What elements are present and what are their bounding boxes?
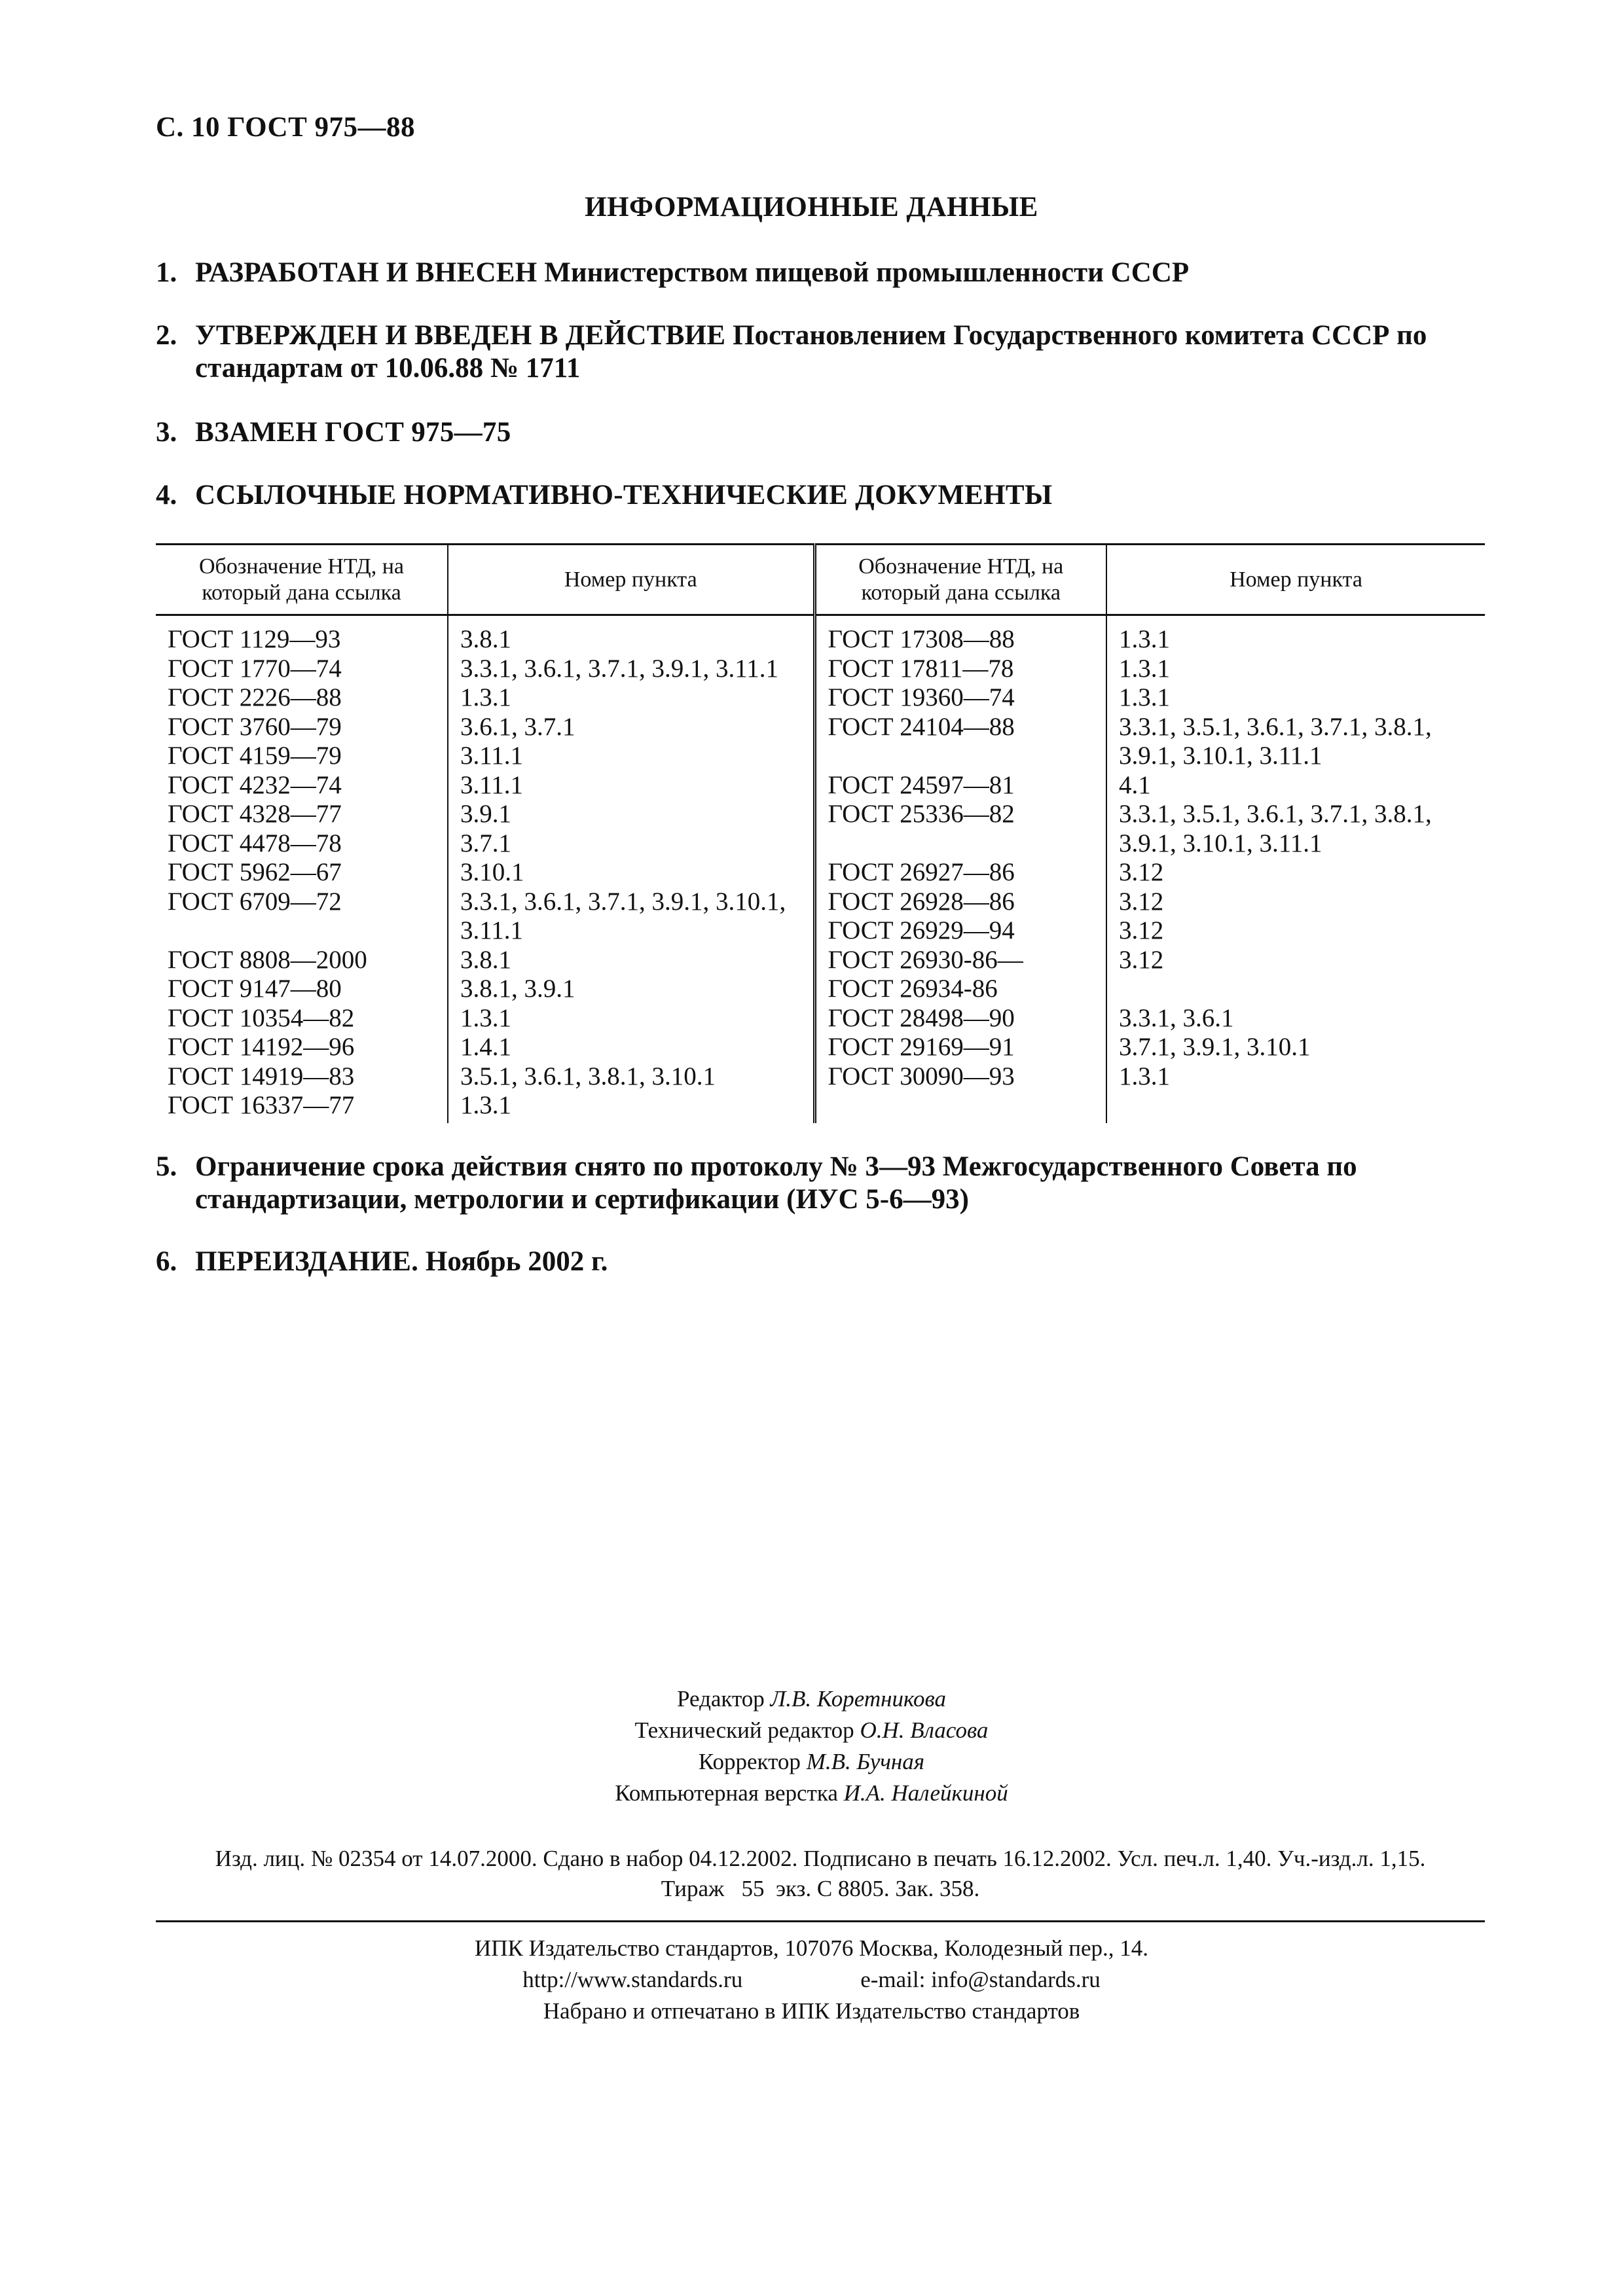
table-row <box>156 946 1485 975</box>
ntd-designation-cell: ГОСТ 24104—88 <box>814 713 1106 742</box>
ntd-designation-cell: ГОСТ 26927—86 <box>814 858 1106 888</box>
table-row <box>156 975 1485 1004</box>
info-item-2 <box>156 319 1485 385</box>
ntd-designation-cell: ГОСТ 14919—83 <box>168 1062 355 1090</box>
item-number: 2. <box>156 320 177 351</box>
table-row <box>156 1091 1485 1123</box>
clause-number-cell: 3.12 <box>1106 916 1485 946</box>
website-link[interactable]: http://www.standards.ru <box>522 1967 743 1992</box>
clause-number-cell: 3.5.1, 3.6.1, 3.8.1, 3.10.1 <box>448 1062 814 1092</box>
ntd-designation-cell: ГОСТ 3760—79 <box>168 712 342 741</box>
info-item-1 <box>156 257 1485 289</box>
ntd-designation-cell: ГОСТ 28498—90 <box>814 1004 1106 1033</box>
clause-number-cell: 3.9.1, 3.10.1, 3.11.1 <box>1106 742 1485 771</box>
item-number: 6. <box>156 1246 177 1277</box>
ntd-designation-cell: ГОСТ 9147—80 <box>168 975 342 1003</box>
clause-number-cell: 3.11.1 <box>448 771 814 800</box>
clause-number-cell <box>1106 975 1485 1004</box>
clause-number-cell: 3.3.1, 3.6.1 <box>1106 1004 1485 1033</box>
clause-number-cell: 1.3.1 <box>1106 1062 1485 1092</box>
divider <box>156 1920 1485 1922</box>
credit-name: Л.В. Коретникова <box>770 1686 946 1712</box>
page-title: ИНФОРМАЦИОННЫЕ ДАННЫЕ <box>585 192 1038 223</box>
ntd-designation-cell: ГОСТ 4328—77 <box>168 800 342 828</box>
ntd-designation-cell <box>156 916 448 946</box>
table-row <box>156 615 1485 655</box>
table-row <box>156 683 1485 713</box>
credit-name: М.В. Бучная <box>806 1749 925 1774</box>
ntd-designation-cell: ГОСТ 29169—91 <box>814 1033 1106 1062</box>
table-row <box>156 858 1485 888</box>
item-lead: РАЗРАБОТАН И ВНЕСЕН <box>195 257 538 288</box>
clause-number-cell: 3.8.1 <box>448 946 814 975</box>
table-row <box>156 1062 1485 1092</box>
table-row <box>156 916 1485 946</box>
clause-number-cell: 3.9.1, 3.10.1, 3.11.1 <box>1106 829 1485 859</box>
table-row <box>156 1033 1485 1062</box>
ntd-designation-cell: ГОСТ 4232—74 <box>168 770 342 799</box>
ntd-designation-cell: ГОСТ 26934-86 <box>814 975 1106 1004</box>
ntd-designation-cell: ГОСТ 1770—74 <box>168 654 342 683</box>
credit-tech-editor <box>0 1715 1623 1746</box>
clause-number-cell: 3.3.1, 3.6.1, 3.7.1, 3.9.1, 3.11.1 <box>448 655 814 684</box>
clause-number-cell: 3.12 <box>1106 888 1485 917</box>
table-row <box>156 771 1485 800</box>
item-lead: ССЫЛОЧНЫЕ НОРМАТИВНО-ТЕХНИЧЕСКИЕ ДОКУМЕНТЫ <box>195 480 1053 511</box>
clause-number-cell: 1.3.1 <box>1106 683 1485 713</box>
item-lead: ПЕРЕИЗДАНИЕ. <box>195 1246 419 1277</box>
clause-number-cell: 3.3.1, 3.5.1, 3.6.1, 3.7.1, 3.8.1, <box>1106 713 1485 742</box>
item-text: Министерством пищевой промышленности СССР <box>537 257 1190 288</box>
table-header-row <box>156 545 1485 615</box>
item-lead: ВЗАМЕН ГОСТ 975—75 <box>195 417 511 448</box>
clause-number-cell: 1.3.1 <box>1106 615 1485 655</box>
credit-role: Редактор <box>677 1686 765 1712</box>
publication-info <box>156 1844 1485 1904</box>
clause-number-cell: 3.8.1 <box>448 615 814 655</box>
references-table <box>156 543 1485 1123</box>
table-row <box>156 800 1485 829</box>
info-item-3 <box>156 416 1485 449</box>
info-item-6 <box>156 1246 1485 1278</box>
ntd-designation-cell: ГОСТ 16337—77 <box>168 1091 355 1119</box>
clause-number-cell: 3.7.1, 3.9.1, 3.10.1 <box>1106 1033 1485 1062</box>
ntd-designation-cell: ГОСТ 1129—93 <box>168 625 341 653</box>
ntd-designation-cell: ГОСТ 17811—78 <box>814 655 1106 684</box>
ntd-designation-cell: ГОСТ 25336—82 <box>814 800 1106 829</box>
ntd-designation-cell: ГОСТ 10354—82 <box>168 1003 355 1032</box>
clause-number-cell: 3.3.1, 3.6.1, 3.7.1, 3.9.1, 3.10.1, <box>448 888 814 917</box>
item-number: 4. <box>156 480 177 511</box>
table-row <box>156 888 1485 917</box>
ntd-designation-cell <box>814 742 1106 771</box>
page-header: С. 10 ГОСТ 975—88 <box>156 112 416 143</box>
item-lead: УТВЕРЖДЕН И ВВЕДЕН В ДЕЙСТВИЕ <box>195 320 726 351</box>
publication-line: Изд. лиц. № 02354 от 14.07.2000. Сдано в набор 04.12.2002. Подписано в печать 16.12.2002. Усл. печ.л. 1,40. Уч.-изд.л. 1,15. <box>215 1846 1426 1871</box>
ntd-designation-cell: ГОСТ 26928—86 <box>814 888 1106 917</box>
clause-number-cell: 4.1 <box>1106 771 1485 800</box>
info-item-4 <box>156 479 1485 512</box>
table-row <box>156 655 1485 684</box>
printed-note: Набрано и отпечатано в ИПК Издательство стандартов <box>543 1998 1080 2024</box>
email-link[interactable]: e-mail: info@standards.ru <box>860 1967 1101 1992</box>
ntd-designation-cell: ГОСТ 6709—72 <box>168 887 342 916</box>
circulation-line: Тираж 55 экз. С 8805. Зак. 358. <box>661 1876 980 1901</box>
clause-number-cell: 1.3.1 <box>1106 655 1485 684</box>
ntd-designation-cell: ГОСТ 5962—67 <box>168 858 342 886</box>
column-header: Номер пункта <box>1106 545 1485 615</box>
ntd-designation-cell: ГОСТ 8808—2000 <box>168 945 367 974</box>
ntd-designation-cell: ГОСТ 30090—93 <box>814 1062 1106 1092</box>
info-item-5 <box>156 1151 1485 1216</box>
clause-number-cell: 3.6.1, 3.7.1 <box>448 713 814 742</box>
column-header: Номер пункта <box>448 545 814 615</box>
credit-role: Корректор <box>698 1749 801 1774</box>
credits-block <box>0 1683 1623 1809</box>
ntd-designation-cell: ГОСТ 17308—88 <box>814 615 1106 655</box>
clause-number-cell: 1.3.1 <box>448 1091 814 1123</box>
publisher-footer <box>0 1933 1623 2027</box>
credit-editor <box>0 1683 1623 1715</box>
item-number: 1. <box>156 257 177 288</box>
clause-number-cell: 3.12 <box>1106 858 1485 888</box>
ntd-designation-cell: ГОСТ 26930-86— <box>814 946 1106 975</box>
credit-name: И.А. Налейкиной <box>843 1780 1008 1806</box>
ntd-designation-cell: ГОСТ 26929—94 <box>814 916 1106 946</box>
clause-number-cell: 3.12 <box>1106 946 1485 975</box>
ntd-designation-cell: ГОСТ 24597—81 <box>814 771 1106 800</box>
ntd-designation-cell: ГОСТ 2226—88 <box>168 683 342 711</box>
clause-number-cell: 1.3.1 <box>448 683 814 713</box>
table-body <box>156 615 1485 1123</box>
clause-number-cell: 3.3.1, 3.5.1, 3.6.1, 3.7.1, 3.8.1, <box>1106 800 1485 829</box>
table-row <box>156 1004 1485 1033</box>
ntd-designation-cell: ГОСТ 19360—74 <box>814 683 1106 713</box>
credit-name: О.Н. Власова <box>860 1717 989 1743</box>
clause-number-cell: 3.11.1 <box>448 742 814 771</box>
clause-number-cell: 3.9.1 <box>448 800 814 829</box>
clause-number-cell: 3.11.1 <box>448 916 814 946</box>
publisher-address: ИПК Издательство стандартов, 107076 Москва, Колодезный пер., 14. <box>474 1935 1149 1961</box>
item-text: Постановлением Государственного комитета СССР по стандартам от 10.06.88 № 1711 <box>195 320 1427 384</box>
item-number: 5. <box>156 1151 177 1182</box>
ntd-designation-cell: ГОСТ 4478—78 <box>168 829 342 857</box>
ntd-designation-cell <box>814 829 1106 859</box>
item-number: 3. <box>156 417 177 448</box>
table-row <box>156 713 1485 742</box>
clause-number-cell: 3.10.1 <box>448 858 814 888</box>
ntd-designation-cell: ГОСТ 4159—79 <box>168 742 342 770</box>
column-header: Обозначение НТД, на который дана ссылка <box>814 545 1106 615</box>
column-header: Обозначение НТД, на который дана ссылка <box>156 545 448 615</box>
table-row <box>156 742 1485 771</box>
credit-layout <box>0 1778 1623 1809</box>
clause-number-cell: 3.8.1, 3.9.1 <box>448 975 814 1004</box>
clause-number-cell: 1.3.1 <box>448 1004 814 1033</box>
clause-number-cell: 3.7.1 <box>448 829 814 859</box>
clause-number-cell: 1.4.1 <box>448 1033 814 1062</box>
table-row <box>156 829 1485 859</box>
item-text: Ноябрь 2002 г. <box>418 1246 608 1277</box>
credit-role: Компьютерная верстка <box>615 1780 838 1806</box>
credit-proofreader <box>0 1746 1623 1778</box>
ntd-designation-cell <box>814 1091 1106 1123</box>
item-text: Ограничение срока действия снято по протоколу № 3—93 Межгосударственного Совета по стандартизации, метрологии и сертификации (ИУС 5-6—93) <box>195 1151 1357 1215</box>
ntd-designation-cell: ГОСТ 14192—96 <box>168 1033 355 1061</box>
clause-number-cell <box>1106 1091 1485 1123</box>
credit-role: Технический редактор <box>634 1717 854 1743</box>
